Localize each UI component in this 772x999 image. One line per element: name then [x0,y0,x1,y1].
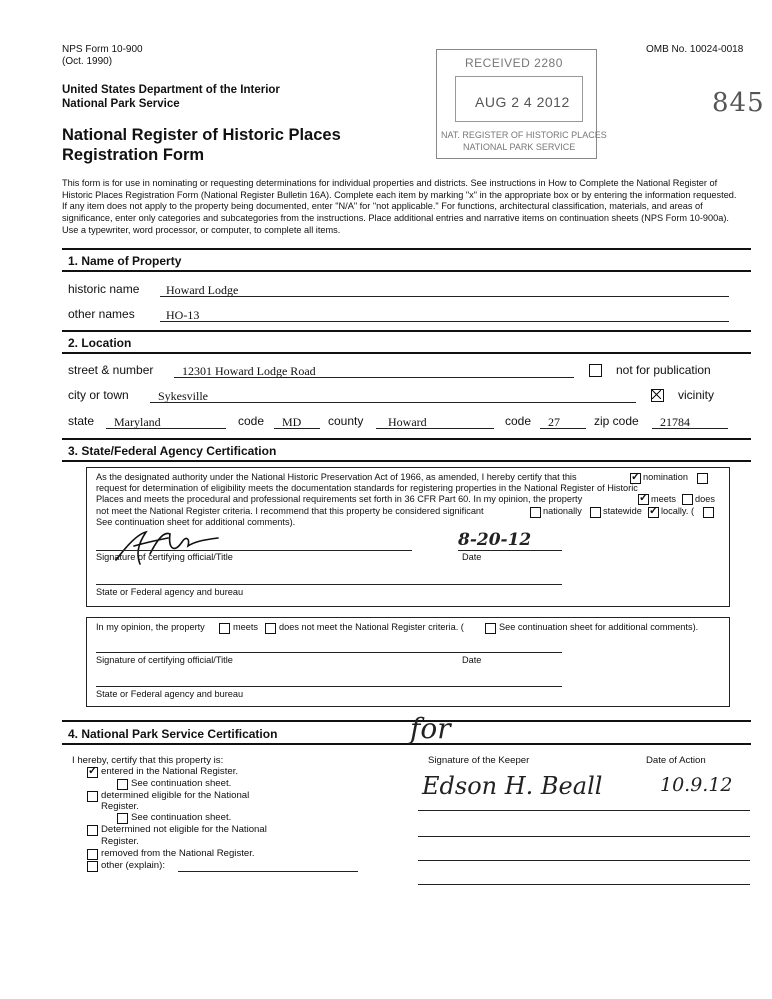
opinion-meets-label: meets [233,622,259,632]
nomination-label: nomination [643,472,688,482]
divider [62,743,751,745]
keeper-label: Signature of the Keeper [428,755,530,766]
signature-label-2: Signature of certifying official/Title [96,655,233,665]
historic-name-field[interactable]: Howard Lodge [166,283,239,297]
field-line [150,402,636,403]
form-title: National Register of Historic Places [62,126,341,144]
stamp-received: RECEIVED 2280 [465,56,563,70]
agency-line [96,686,562,687]
removed-label: removed from the National Register. [101,848,255,859]
agency-line [96,584,562,585]
agency-label-2: State or Federal agency and bureau [96,689,244,699]
keeper-signature: Edson H. Beall [422,772,603,800]
opinion-text-c: See continuation sheet for additional comments). [499,622,699,632]
opinion-continuation-checkbox[interactable] [485,623,496,634]
received-stamp [436,49,607,159]
street-field[interactable]: 12301 Howard Lodge Road [182,364,316,378]
county-code-label: code [505,414,532,428]
date-label: Date [462,552,482,562]
statewide-label: statewide [603,506,642,516]
divider [62,330,751,332]
keeper-line [418,860,750,861]
locally-checkbox[interactable] [648,507,659,518]
section4-heading: 4. National Park Service Certification [68,727,278,741]
state-code-field[interactable]: MD [282,415,302,429]
omb-number: OMB No. 10024-0018 [646,44,744,55]
agency-label: State or Federal agency and bureau [96,587,244,597]
see-continuation-checkbox-2[interactable] [117,813,128,824]
cert-line2: request for determination of eligibility meets the documentation standards for registering properties in the National Register of Historic [96,483,638,493]
opinion-text-b: does not meet the National Register criteria. ( [279,622,464,632]
for-annotation: for [410,712,451,745]
section1-heading: 1. Name of Property [68,254,182,268]
vicinity-checkbox[interactable] [651,389,664,402]
stamp-line1: NAT. REGISTER OF HISTORIC PLACES [441,130,607,140]
divider [62,720,751,722]
field-line [106,428,226,429]
locally-label: locally. ( [661,506,695,516]
determined-eligible-checkbox[interactable] [87,791,98,802]
action-date-label: Date of Action [646,755,706,766]
nationally-checkbox[interactable] [530,507,541,518]
county-label: county [328,414,364,428]
form-subtitle: Registration Form [62,146,205,164]
intro-text: This form is for use in nominating or requesting determinations for individual properties and districts. See instructions in How to Complete the National Register of Historic Places Registration Form (National Register Bulletin 16A). Complete each item by marking "x" in the appropriate box or by entering the information requested. If any item does not apply to the property being documented, enter "N/A" for "not applicable." For functions, architectural classification, materials, and areas of significance, enter only categories and subcategories from the instructions. Place additional entries and narrative items on continuation sheets (NPS Form 10-900a). Use a typewriter, word processor, or computer, to complete all items. [62,178,737,235]
continuation-sheet-checkbox[interactable] [703,507,714,518]
field-line [174,377,574,378]
action-date: 10.9.12 [660,774,733,796]
does-label: does [695,494,715,504]
divider [62,248,751,250]
removed-checkbox[interactable] [87,849,98,860]
field-line [160,321,729,322]
not-eligible-label-2: Register. [101,836,139,847]
not-for-publication-label: not for publication [616,363,711,377]
date-line [458,550,562,551]
other-label: other (explain): [101,860,165,871]
city-field[interactable]: Sykesville [158,389,208,403]
state-code-label: code [238,414,265,428]
other-explain-line[interactable] [178,871,358,872]
other-names-label: other names [68,307,135,321]
request-determination-checkbox[interactable] [697,473,708,484]
state-label: state [68,414,95,428]
form-date: (Oct. 1990) [62,56,113,67]
field-line [274,428,320,429]
street-label: street & number [68,363,154,377]
keeper-line [418,884,750,885]
see-continuation-label-2: See continuation sheet. [131,812,232,823]
divider [62,438,751,440]
state-field[interactable]: Maryland [114,415,161,429]
not-for-publication-checkbox[interactable] [589,364,602,377]
does-not-meet-checkbox[interactable] [682,494,693,505]
meets-label: meets [651,494,677,504]
handwritten-number: 845 [712,88,765,118]
field-line [652,428,728,429]
date-label-2: Date [462,655,482,665]
zip-label: zip code [594,414,639,428]
opinion-text-a: In my opinion, the property [96,622,205,632]
field-line [540,428,586,429]
signature-line [96,652,562,653]
cert-line3: Places and meets the procedural and professional requirements set forth in 36 CFR Part 60. In my opinion, the property [96,494,583,504]
keeper-line [418,836,750,837]
entered-label: entered in the National Register. [101,766,239,777]
entered-checkbox[interactable] [87,767,98,778]
determined-eligible-label-2: Register. [101,801,139,812]
county-field[interactable]: Howard [388,415,427,429]
signature-line [96,550,412,551]
city-label: city or town [68,388,129,402]
determined-eligible-label: determined eligible for the National [101,790,250,801]
see-continuation-label-1: See continuation sheet. [131,778,232,789]
signature-label: Signature of certifying official/Title [96,552,233,562]
see-continuation-checkbox-1[interactable] [117,779,128,790]
not-eligible-label: Determined not eligible for the National [101,824,267,835]
other-checkbox[interactable] [87,861,98,872]
section3-heading: 3. State/Federal Agency Certification [68,444,277,458]
cert-line4: not meet the National Register criteria. I recommend that this property be considered significant [96,506,484,516]
county-code-field[interactable]: 27 [548,415,560,429]
department-name: United States Department of the Interior [62,84,280,96]
field-line [160,296,729,297]
statewide-checkbox[interactable] [590,507,601,518]
hereby-text: I hereby, certify that this property is: [72,755,224,766]
stamp-date: AUG 2 4 2012 [475,94,570,110]
signature-date: 8-20-12 [458,530,532,550]
cert-line1: As the designated authority under the National Historic Preservation Act of 1966, as amended, I hereby certify that this [96,472,577,482]
divider [62,460,751,462]
field-line [376,428,494,429]
keeper-line [418,810,750,811]
opinion-does-not-meet-checkbox[interactable] [265,623,276,634]
historic-name-label: historic name [68,282,140,296]
form-number: NPS Form 10-900 [62,44,143,55]
vicinity-label: vicinity [678,388,715,402]
cert-line5: See continuation sheet for additional comments). [96,517,296,527]
nationally-label: nationally [543,506,582,516]
other-names-field[interactable]: HO-13 [166,308,200,322]
service-name: National Park Service [62,98,180,110]
opinion-meets-checkbox[interactable] [219,623,230,634]
section2-heading: 2. Location [68,336,132,350]
stamp-line2: NATIONAL PARK SERVICE [463,142,576,152]
zip-field[interactable]: 21784 [660,415,690,429]
divider [62,270,751,272]
meets-checkbox[interactable] [638,494,649,505]
divider [62,352,751,354]
not-eligible-checkbox[interactable] [87,825,98,836]
